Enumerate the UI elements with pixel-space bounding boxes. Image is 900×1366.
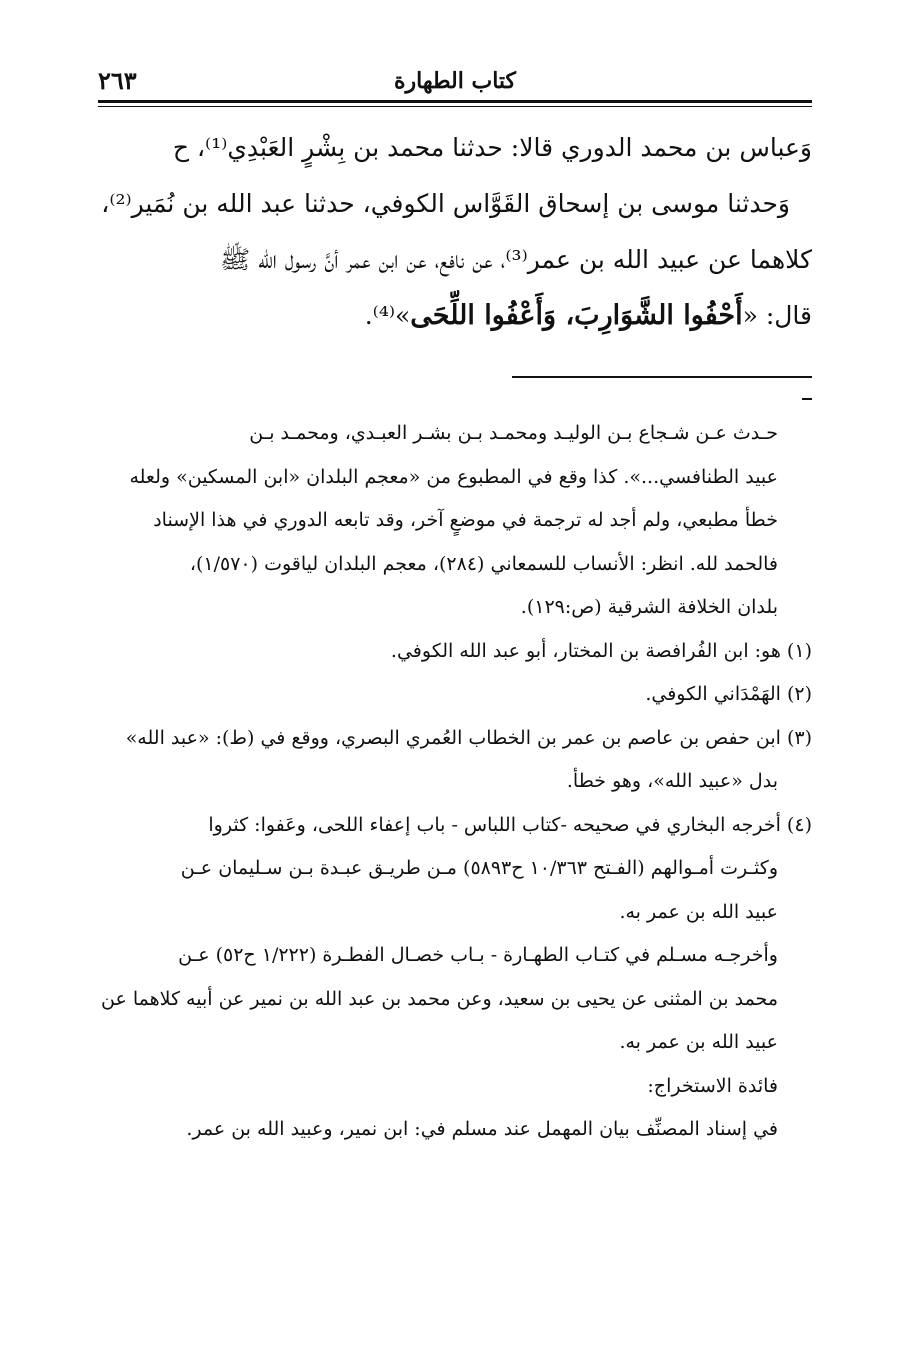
- footnote-continuation-line: خطأ مطبعي، ولم أجد له ترجمة في موضعٍ آخر، وقد تابعه الدوري في هذا الإسناد: [153, 509, 778, 531]
- header-rule-thin: [98, 106, 812, 107]
- main-line: كلاهما عن عبيد الله بن عمر⁽³⁾، عن نافع، عن ابن عمر أنَّ رسول الله ﷺ: [220, 245, 812, 274]
- footnote-4-cont: وكثـرت أمـوالهم (الفـتح ١٠/٣٦٣ ح٥٨٩٣) مـن طريـق عبـدة بـن سـليمان عـن: [180, 857, 778, 879]
- running-title: كتاب الطهارة: [393, 68, 517, 94]
- page-number: ٢٦٣: [98, 66, 137, 95]
- footnote-continuation-mark: [802, 398, 812, 400]
- benefit-text: في إسناد المصنِّف بيان المهمل عند مسلم في: ابن نمير، وعبيد الله بن عمر.: [186, 1118, 778, 1140]
- footnote-3: (٣) ابن حفص بن عاصم بن عمر بن الخطاب العُمري البصري، ووقع في (ط): «عبد الله»: [125, 726, 812, 749]
- footnote-4-cont: محمد بن المثنى عن يحيى بن سعيد، وعن محمد بن عبد الله بن نمير عن أبيه كلاهما عن: [101, 987, 778, 1010]
- hadith-suffix: »⁽⁴⁾.: [364, 301, 411, 330]
- footnote-3-cont: بدل «عبيد الله»، وهو خطأ.: [566, 770, 778, 792]
- footnote-continuation-line: حـدث عـن شـجاع بـن الوليـد ومحمـد بـن بشـر العبـدي، ومحمـد بـن: [249, 422, 778, 444]
- footnote-2: (٢) الهَمْدَاني الكوفي.: [645, 683, 812, 705]
- main-text: [98, 120, 812, 344]
- footnote-4-cont: وأخرجـه مسـلم في كتـاب الطهـارة - بـاب خصـال الفطـرة (١/٢٢٢ ح٥٢) عـن: [178, 944, 778, 966]
- footnote-4-cont: عبيد الله بن عمر به.: [619, 900, 778, 923]
- footnote-continuation-line: بلدان الخلافة الشرقية (ص:١٢٩).: [520, 596, 778, 618]
- footnote-4-cont: عبيد الله بن عمر به.: [619, 1031, 778, 1053]
- footnote-continuation-line: عبيد الطنافسي...». كذا وقع في المطبوع من «معجم البلدان «ابن المسكين» ولعله: [129, 465, 778, 488]
- footnotes: [98, 412, 812, 1152]
- header-rule-thick: [98, 100, 812, 103]
- hadith-text: أَحْفُوا الشَّوَارِبَ، وَأَعْفُوا اللِّحَى: [410, 300, 743, 331]
- main-line: وَعباس بن محمد الدوري قالا: حدثنا محمد بن بِشْرٍ العَبْدِي⁽¹⁾، ح: [172, 133, 812, 162]
- benefit-title: فائدة الاستخراج:: [647, 1074, 778, 1097]
- hadith-line: [98, 288, 812, 344]
- page-header: [98, 66, 812, 98]
- footnote-continuation-line: فالحمد لله. انظر: الأنساب للسمعاني (٢٨٤)، معجم البلدان لياقوت (١/٥٧٠)،: [189, 552, 778, 575]
- main-line: وَحدثنا موسى بن إسحاق القَوَّاس الكوفي، حدثنا عبد الله بن نُمَير⁽²⁾،: [101, 189, 790, 218]
- footnote-divider: [512, 376, 812, 378]
- footnote-4: (٤) أخرجه البخاري في صحيحه -كتاب اللباس - باب إعفاء اللحى، وعَفوا: كثروا: [208, 813, 812, 836]
- footnote-1: (١) هو: ابن الفُرافصة بن المختار، أبو عبد الله الكوفي.: [390, 639, 812, 662]
- hadith-prefix: قال: «: [742, 301, 812, 330]
